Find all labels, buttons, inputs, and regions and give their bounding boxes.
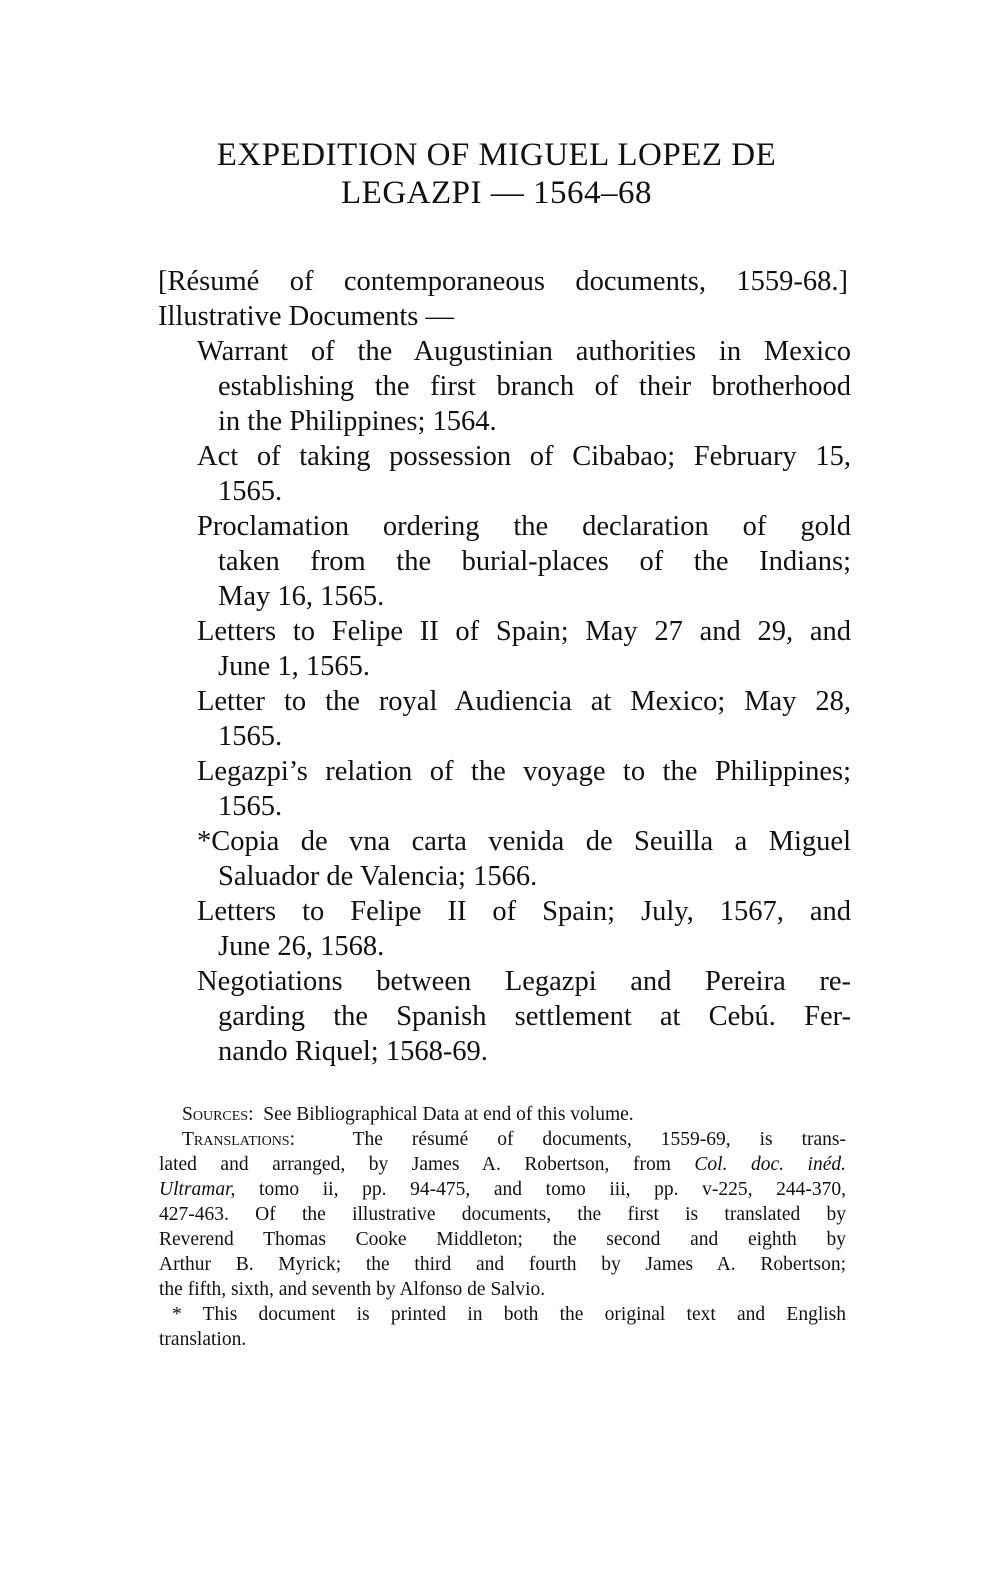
collection-title: Ultramar, — [159, 1179, 236, 1200]
document-item-line: *Copia de vna carta venida de Seuilla a Miguel — [197, 826, 851, 857]
collection-title: Col. doc. inéd. — [694, 1154, 847, 1175]
document-item-line: Legazpi’s relation of the voyage to the Philippines; — [197, 756, 851, 787]
document-item-line: Letters to Felipe II of Spain; May 27 and 29, and — [197, 616, 851, 647]
resume-summary: [Résumé of contemporaneous documents, 1559-68.] — [158, 266, 848, 297]
translations-text: The résumé of documents, 1559-69, is trans- — [352, 1129, 846, 1150]
document-item-line: May 16, 1565. — [218, 581, 385, 612]
translations-note-line: the fifth, sixth, and seventh by Alfonso de Salvio. — [159, 1279, 546, 1300]
translations-note-line: 427-463. Of the illustrative documents, the first is translated by — [159, 1204, 846, 1225]
document-item-line: June 26, 1568. — [218, 931, 385, 962]
translations-text: tomo ii, pp. 94-475, and tomo iii, pp. v-225, 244-370, — [259, 1179, 846, 1200]
translations-note-line — [159, 1154, 846, 1176]
document-item-line: 1565. — [218, 721, 283, 752]
document-item-line: June 1, 1565. — [218, 651, 370, 682]
asterisk-note-line: translation. — [159, 1329, 247, 1350]
document-item-line: garding the Spanish settlement at Cebú. Fer- — [218, 1001, 851, 1032]
document-item-line: Negotiations between Legazpi and Pereira re- — [197, 966, 851, 997]
translations-note-line — [182, 1129, 846, 1151]
document-item-line: establishing the first branch of their brotherhood — [218, 371, 851, 402]
document-item-line: Act of taking possession of Cibabao; February 15, — [197, 441, 851, 472]
sources-text: See Bibliographical Data at end of this volume. — [263, 1104, 634, 1125]
sources-note — [182, 1104, 634, 1126]
sources-label: Sources: — [182, 1104, 254, 1125]
document-item-line: Letter to the royal Audiencia at Mexico; May 28, — [197, 686, 851, 717]
asterisk-note-line: * This document is printed in both the original text and English — [172, 1304, 846, 1325]
illustrative-documents-heading: Illustrative Documents — — [158, 301, 455, 332]
translations-note-line: Reverend Thomas Cooke Middleton; the second and eighth by — [159, 1229, 846, 1250]
page-title-line-2: LEGAZPI — 1564–68 — [341, 175, 652, 211]
translations-note-line — [159, 1179, 846, 1201]
document-item-line: Proclamation ordering the declaration of gold — [197, 511, 851, 542]
translations-note-line: Arthur B. Myrick; the third and fourth by James A. Robertson; — [159, 1254, 846, 1275]
page-title-line-1: EXPEDITION OF MIGUEL LOPEZ DE — [216, 137, 777, 173]
document-item-line: Warrant of the Augustinian authorities in Mexico — [197, 336, 851, 367]
translations-text: lated and arranged, by James A. Robertson, from — [159, 1154, 671, 1175]
document-item-line: 1565. — [218, 791, 283, 822]
document-item-line: taken from the burial-places of the Indians; — [218, 546, 851, 577]
translations-label: Translations: — [182, 1129, 296, 1150]
document-item-line: in the Philippines; 1564. — [218, 406, 497, 437]
document-item-line: Letters to Felipe II of Spain; July, 1567, and — [197, 896, 851, 927]
document-item-line: Saluador de Valencia; 1566. — [218, 861, 538, 892]
document-item-line: 1565. — [218, 476, 283, 507]
document-item-line: nando Riquel; 1568-69. — [218, 1036, 488, 1067]
